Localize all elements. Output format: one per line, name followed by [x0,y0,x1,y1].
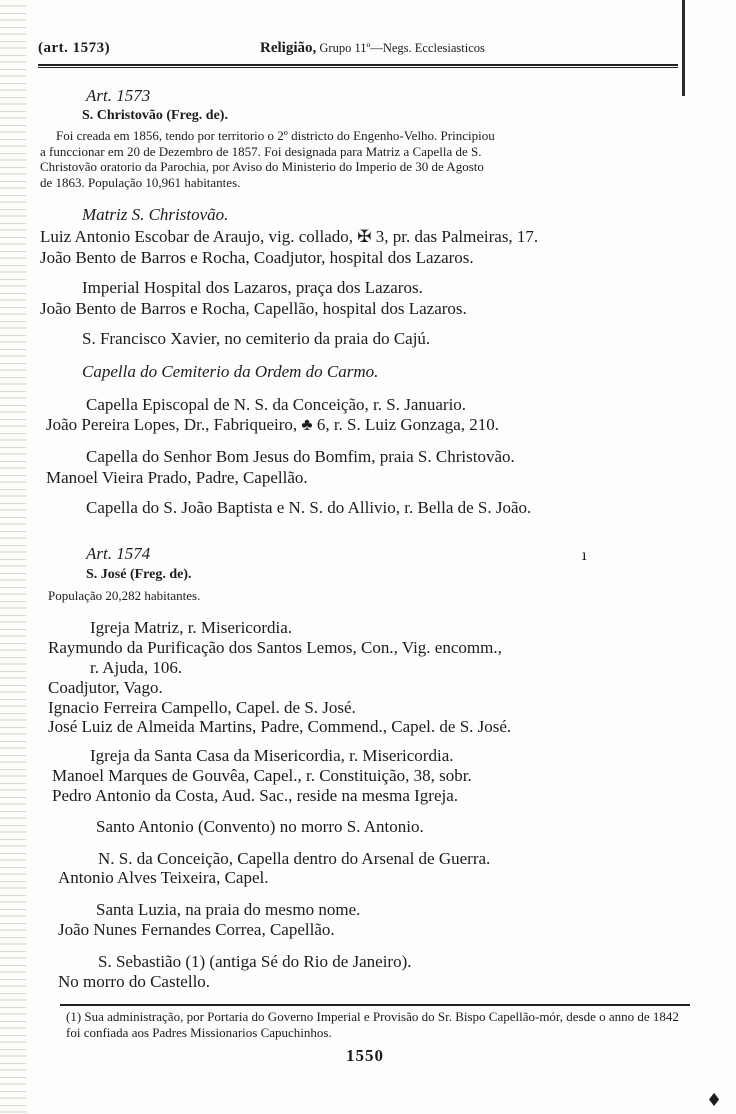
footnote-rule [60,1004,690,1006]
entry-capella-episcopal: Capella Episcopal de N. S. da Conceição, r. S. Januario. [86,395,467,414]
entry-vigario: Luiz Antonio Escobar de Araujo, vig. collado, ✠ 3, pr. das Palmeiras, 17. [40,227,539,246]
article-1573-intro [40,128,680,190]
entry-capella-carmo: Capella do Cemiterio da Ordem do Carmo. [82,362,379,381]
header-title-rest: Grupo 11º—Negs. Ecclesiasticos [316,41,485,55]
entry-santa-casa: Igreja da Santa Casa da Misericordia, r. Misericordia. [90,746,454,765]
entry-conceicao-arsenal: N. S. da Conceição, Capella dentro do Arsenal de Guerra. [98,849,491,868]
entry-santo-antonio: Santo Antonio (Convento) no morro S. Antonio. [96,817,424,836]
header-rule-thin [38,67,678,68]
header-title-bold: Religião, [260,40,317,56]
entry-igreja-matriz: Igreja Matriz, r. Misericordia. [90,618,293,637]
scan-edge-shadow [0,0,26,1114]
intro-line: de 1863. População 10,961 habitantes. [40,174,241,190]
article-1574-population: População 20,282 habitantes. [48,588,201,603]
speck-mark: ♦ [706,1090,723,1111]
footnote: (1) Sua administração, por Portaria do Governo Imperial e Provisão do Sr. Bispo Capellão-mór, desde o anno de 1842 foi confiada aos Padres Missionarios Capuchinhos. [66,1009,679,1040]
header-article-ref: (art. 1573) [38,40,111,56]
entry-bomfim-capellao: Manoel Vieira Prado, Padre, Capellão. [46,468,308,487]
intro-line: Christovão oratorio da Parochia, por Aviso do Ministerio do Imperio de 30 de Agosto [40,159,484,174]
scan-edge-line [682,0,685,96]
entry-santa-luzia: Santa Luzia, na praia do mesmo nome. [96,900,361,919]
entry-capellao-campello: Ignacio Ferreira Campello, Capel. de S. José. [48,698,356,717]
article-1574-label: Art. 1574 [86,544,151,563]
article-1573-parish: S. Christovão (Freg. de). [82,108,228,123]
intro-line: a funccionar em 20 de Dezembro de 1857. Foi designada para Matriz a Capella de S. [40,143,482,159]
entry-vigario-address: r. Ajuda, 106. [90,658,183,677]
entry-hospital-capellao: João Bento de Barros e Rocha, Capellão, hospital dos Lazaros. [40,299,467,318]
entry-fabriqueiro: João Pereira Lopes, Dr., Fabriqueiro, ♣ 6, r. S. Luiz Gonzaga, 210. [46,415,500,434]
article-1574-parish: S. José (Freg. de). [86,567,192,582]
article-1573-label: Art. 1573 [86,86,151,105]
entry-matriz: Matriz S. Christovão. [82,205,229,224]
running-header [38,38,678,62]
speck-mark: ı [582,548,587,564]
entry-capella-bomfim: Capella do Senhor Bom Jesus do Bomfim, praia S. Christovão. [86,447,515,466]
entry-vigario-1574: Raymundo da Purificação dos Santos Lemos, Con., Vig. encomm., [48,638,502,657]
entry-capellao-martins: José Luiz de Almeida Martins, Padre, Commend., Capel. de S. José. [48,717,512,736]
page-number: 1550 [346,1046,384,1065]
entry-santa-luzia-capellao: João Nunes Fernandes Correa, Capellão. [58,920,335,939]
entry-coadjutor-1574: Coadjutor, Vago. [48,678,163,697]
intro-line: Foi creada em 1856, tendo por territorio o 2º districto do Engenho-Velho. Principiou [56,128,495,143]
entry-capella-sao-joao: Capella do S. João Baptista e N. S. do Allivio, r. Bella de S. João. [86,498,532,517]
entry-arsenal-capellao: Antonio Alves Teixeira, Capel. [58,868,269,887]
entry-santa-casa-auditor: Pedro Antonio da Costa, Aud. Sac., reside na mesma Igreja. [52,786,459,805]
entry-sao-sebastiao: S. Sebastião (1) (antiga Sé do Rio de Janeiro). [98,952,412,971]
entry-hospital: Imperial Hospital dos Lazaros, praça dos Lazaros. [82,278,423,297]
entry-sao-francisco: S. Francisco Xavier, no cemiterio da praia do Cajú. [82,329,431,348]
entry-morro-castello: No morro do Castello. [58,972,211,991]
header-title [260,40,485,57]
header-rule [38,64,678,66]
entry-coadjutor: João Bento de Barros e Rocha, Coadjutor, hospital dos Lazaros. [40,248,474,267]
entry-santa-casa-capellao: Manoel Marques de Gouvêa, Capel., r. Constituição, 38, sobr. [52,766,472,785]
